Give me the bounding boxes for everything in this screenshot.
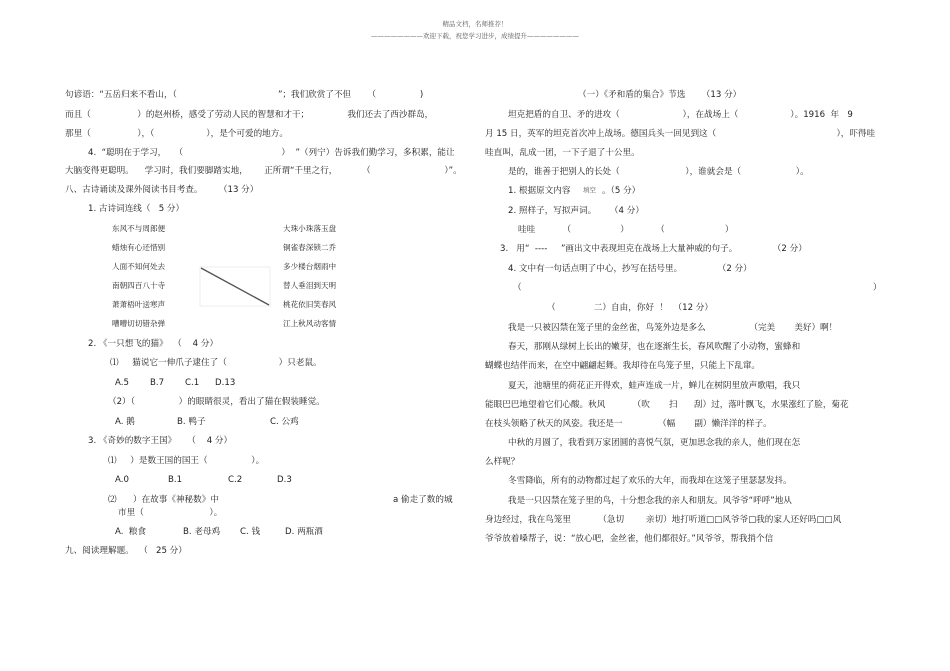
poem-left-item: 人面不知何处去 [112, 262, 166, 271]
passage-2-line: 我是一只囚禁在笼子里的鸟，十分想念我的亲人和朋友。风爷爷“呼呼”地从 [508, 496, 792, 506]
cat-q2-option: B. 鸭子 [177, 417, 206, 427]
cat-q2-option: A. 鹅 [115, 417, 135, 427]
cat-q2-option: C. 公鸡 [270, 417, 299, 427]
poem-left-item: 蜡烛有心还惜别 [112, 243, 166, 252]
cat-question-1: ⑴ 猫说它一伸爪子逮住了（ ）只老鼠。 [110, 358, 322, 368]
passage-1-title: （一）《矛和盾的集合》节选 （13 分） [578, 90, 742, 100]
number-question-2-end: a 偷走了数的城 [393, 495, 453, 505]
passage-2-line: 我是一只被囚禁在笼子里的金丝雀，鸟笼外边是多么 （完美 美好）啊！ [508, 323, 838, 333]
passage-1-line: 哇直叫，乱成一团，一下子退了十公里。 [485, 148, 640, 158]
passage-1-question-2: 2. 照样子，写拟声词。 （4 分） [508, 206, 644, 216]
poem-right-item: 多少楼台烟雨中 [283, 262, 337, 271]
poem-left-item: 东风不与周郎便 [112, 224, 166, 233]
poem-right-item: 替人垂泪到天明 [283, 281, 337, 290]
cat-question-2: （2）（ ）的眼睛很灵，看出了猫在假装睡觉。 [108, 397, 325, 407]
idiom-line-2: 而且（ ）的赵州桥，感受了劳动人民的智慧和才干； 我们还去了西沙群岛， [65, 110, 434, 120]
number-kingdom-title: 3. 《奇妙的数字王国》 （ 4 分） [88, 436, 233, 446]
passage-1-question-4: 4. 文中有一句话点明了中心，抄写在括号里。 （2 分） [508, 264, 752, 274]
poem-left-item: 萧萧梧叶送寒声 [112, 300, 166, 309]
passage-1-question-1-fill: 填空 [583, 186, 596, 194]
number-q2-option: A. 粮食 [115, 527, 147, 537]
number-question-2-blank: 市里（ ）。 [118, 508, 223, 518]
matching-line [201, 268, 269, 305]
passage-2-line: 么样呢？ [485, 457, 520, 467]
passage-1-answer-close: ） [873, 283, 882, 293]
number-q2-option: D. 两瓶酒 [285, 527, 323, 537]
cat-q1-option: B.7 [150, 378, 165, 388]
cat-q1-option: C.1 [185, 378, 200, 388]
number-q2-option: B. 老母鸡 [183, 527, 221, 537]
cat-book-title: 2. 《一只想飞的猫》 （ 4 分） [88, 339, 219, 349]
header-line-1: 精品文档，名师推荐！ [442, 20, 508, 28]
number-q1-option: A.0 [115, 475, 129, 485]
poem-left-item: 嘈嘈切切错杂弹 [112, 319, 166, 328]
passage-1-line: 是的，谁善于把别人的长处（ ），谁就会是（ ）。 [508, 167, 809, 177]
question-4-line-1: 4. “聪明在于学习， （ ） ”（列宁）告诉我们勤学习，多积累，能让 [88, 148, 455, 158]
idiom-line-1: 句谚语：“五岳归来不看山，（ ”；我们欣赏了不但 （ ) [65, 90, 424, 100]
passage-2-line: 中秋的月圆了，我看到万家团圆的喜悦气氛，更加思念我的亲人，他们现在怎 [508, 438, 801, 448]
passage-2-title: （ 二）自由，你好 ！ （12 分） [547, 303, 713, 313]
passage-1-line: 月 15 日，英军的坦克首次冲上战场。德国兵头一回见到这（ ），吓得哇 [485, 129, 876, 139]
passage-1-line: 坦克把盾的自卫、矛的进攻（ ），在战场上（ ）。1916 年 9 [508, 110, 853, 120]
passage-1-answer-open: （ [513, 283, 522, 293]
number-question-1: ⑴ ）是数王国的国王（ ）。 [108, 456, 265, 466]
poem-right-item: 江上秋风动客情 [283, 319, 337, 328]
idiom-line-3: 那里（ ），（ ），是个可爱的地方。 [65, 129, 288, 139]
section-8-title: 八、古诗诵读及课外阅读书目考查。 （13 分） [65, 185, 259, 195]
cat-q1-option: A.5 [115, 378, 129, 388]
poem-right-item: 大珠小珠落玉盘 [283, 224, 337, 233]
header-line-2: ————————欢迎下载，祝您学习进步，成绩提升———————— [371, 32, 579, 40]
passage-2-line: 冬雪降临，所有的动物都过起了欢乐的大年，而我却在这笼子里瑟瑟发抖。 [508, 476, 792, 486]
passage-2-line: 蝴蝶也结伴而来，在空中翩翩起舞。我却待在鸟笼子里，只能上下乱窜。 [485, 361, 761, 371]
cat-q1-option: D.13 [215, 378, 236, 388]
section-9-title: 九、阅读理解题。 （ 25 分） [65, 546, 187, 556]
poem-right-item: 桃花依旧笑春风 [283, 300, 337, 309]
passage-2-line: 爷爷放着嗓帮子，说：“放心吧，金丝雀，他们都很好。”风爷爷，帮我捎个信 [485, 534, 774, 544]
poem-right-item: 铜雀春深锁二乔 [283, 243, 337, 252]
passage-2-line: 夏天，池塘里的荷花正开得欢，蛙声连成一片，蝉儿在树阴里放声歌唱，我只 [508, 381, 801, 391]
passage-1-question-3: 3. 用“ ---- ”画出文中表现坦克在战场上大量神威的句子。 （2 分） [500, 244, 807, 254]
passage-2-line: 春天，那刚从绿树上长出的嫩芽，也在逐渐生长，春风吹醒了小动物，蜜蜂和 [508, 342, 801, 352]
question-4-line-2: 大脑变得更聪明。 学习时，我们要脚踏实地， 正所谓“千里之行， （ ）”。 [65, 166, 462, 176]
passage-2-line: 身边经过，我在鸟笼里 （急切 亲切）地打听道□□风爷爷□我的家人还好吗□□风 [485, 515, 842, 525]
passage-1-question-1-score: 。（5 分） [602, 186, 641, 196]
number-question-2: ⑵ ）在故事《神秘数》中 [108, 495, 219, 505]
number-q1-option: B.1 [168, 475, 183, 485]
poem-left-item: 南朝四百八十寺 [112, 281, 166, 290]
passage-2-line: 在枝头领略了秋天的风姿。我还是一 （幅 副）懒洋洋的样子。 [485, 419, 772, 429]
number-q1-option: C.2 [228, 475, 243, 485]
poem-matching-title: 1. 古诗词连线（ 5 分） [88, 204, 185, 214]
number-q2-option: C. 钱 [240, 527, 261, 537]
passage-1-question-2-example: 哇哇 （ ） （ ） [518, 225, 734, 235]
number-q1-option: D.3 [277, 475, 292, 485]
passage-1-question-1: 1. 根据原文内容 [508, 186, 571, 196]
passage-2-line: 能眼巴巴地望着它们心酸。秋风 （吹 扫 刮）过，落叶飘飞，水果涨红了脸，菊花 [485, 400, 849, 410]
